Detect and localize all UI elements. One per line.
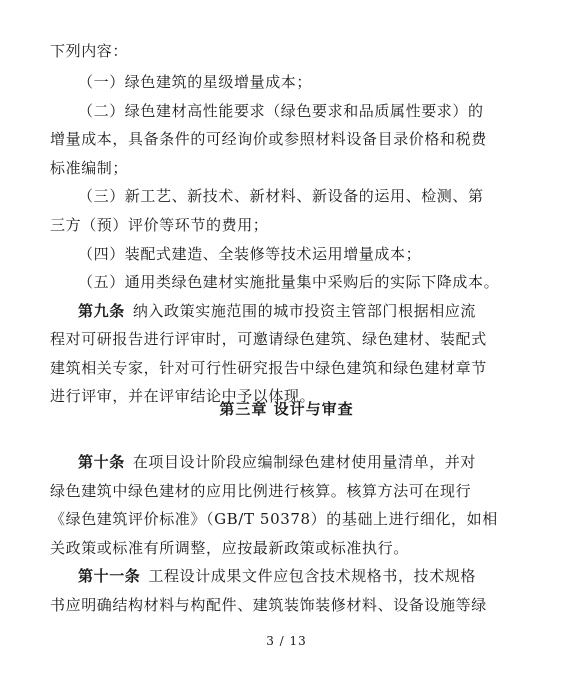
paragraph-line: 《绿色建筑评价标准》（GB/T 50378）的基础上进行细化，如相 xyxy=(50,510,498,528)
paragraph-line: 下列内容： xyxy=(50,42,129,60)
list-item: （一）绿色建筑的星级增量成本； xyxy=(78,73,313,91)
list-item: （五）通用类绿色建材实施批量集中采购后的实际下降成本。 xyxy=(78,273,500,291)
paragraph-line: 标准编制； xyxy=(50,159,129,177)
paragraph-line: 三方（预）评价等环节的费用； xyxy=(50,216,269,234)
paragraph-line: 增量成本，具备条件的可经询价或参照材料设备目录价格和税费 xyxy=(50,130,487,148)
list-item: （二）绿色建材高性能要求（绿色要求和品质属性要求）的 xyxy=(78,102,484,120)
article-10-first-line xyxy=(78,452,476,472)
paragraph-line: 绿色建筑中绿色建材的应用比例进行核算。核算方法可在现行 xyxy=(50,482,472,500)
list-item: （三）新工艺、新技术、新材料、新设备的运用、检测、第 xyxy=(78,187,484,205)
paragraph-line: 建筑相关专家，针对可行性研究报告中绿色建筑和绿色建材章节 xyxy=(50,359,487,377)
article-9-label: 第九条 xyxy=(78,302,125,320)
article-10-text: 在项目设计阶段应编制绿色建材使用量清单，并对 xyxy=(132,453,477,471)
list-item: （四）装配式建造、全装修等技术运用增量成本； xyxy=(78,245,422,263)
paragraph-line: 书应明确结构材料与构配件、建筑装饰装修材料、设备设施等绿 xyxy=(50,596,487,614)
article-11-first-line xyxy=(78,566,476,586)
article-10-label: 第十条 xyxy=(78,453,125,471)
page-number: 3 / 13 xyxy=(266,634,307,648)
article-11-label: 第十一条 xyxy=(78,567,141,585)
paragraph-line: 程对可研报告进行评审时，可邀请绿色建筑、绿色建材、装配式 xyxy=(50,330,487,348)
article-11-text: 工程设计成果文件应包含技术规格书，技术规格 xyxy=(148,567,477,585)
article-9-first-line xyxy=(78,301,476,321)
article-9-text: 纳入政策实施范围的城市投资主管部门根据相应流 xyxy=(132,302,477,320)
paragraph-line: 进行评审，并在评审结论中予以体现。 xyxy=(50,387,316,405)
paragraph-line: 关政策或标准有所调整，应按最新政策或标准执行。 xyxy=(50,539,409,557)
chapter-heading: 第三章 设计与审查 xyxy=(219,400,354,418)
